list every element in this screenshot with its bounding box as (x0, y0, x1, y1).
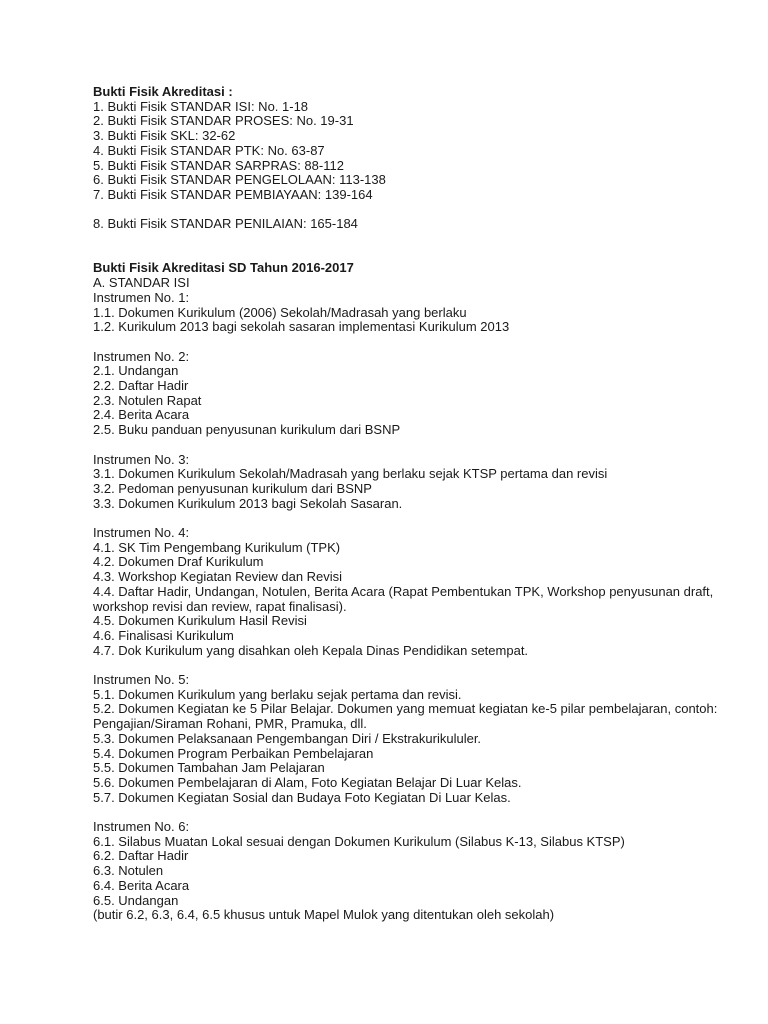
document-page (93, 85, 753, 923)
summary-item: 4. Bukti Fisik STANDAR PTK: No. 63-87 (93, 142, 325, 158)
instrumen-item: 2.4. Berita Acara (93, 407, 190, 423)
summary-item: 7. Bukti Fisik STANDAR PEMBIAYAAN: 139-164 (93, 186, 373, 202)
instrumen-item: 4.6. Finalisasi Kurikulum (93, 627, 234, 643)
summary-item: 1. Bukti Fisik STANDAR ISI: No. 1-18 (93, 98, 309, 114)
instrumen-item: 6.2. Daftar Hadir (93, 848, 189, 864)
instrumen-item: 5.6. Dokumen Pembelajaran di Alam, Foto Kegiatan Belajar Di Luar Kelas. (93, 774, 522, 790)
instrumen-item: 2.1. Undangan (93, 363, 179, 379)
summary-item: 3. Bukti Fisik SKL: 32-62 (93, 128, 236, 144)
instrumen-item: 4.2. Dokumen Draf Kurikulum (93, 554, 264, 570)
summary-item: 8. Bukti Fisik STANDAR PENILAIAN: 165-184 (93, 216, 358, 232)
instrumen-item: 2.2. Daftar Hadir (93, 378, 189, 394)
instrumen-item: 3.1. Dokumen Kurikulum Sekolah/Madrasah yang berlaku sejak KTSP pertama dan revisi (93, 466, 608, 482)
instrumen-item: 2.5. Buku panduan penyusunan kurikulum dari BSNP (93, 422, 401, 438)
instrumen-item: 5.7. Dokumen Kegiatan Sosial dan Budaya Foto Kegiatan Di Luar Kelas. (93, 789, 511, 805)
instrumen-item: 5.1. Dokumen Kurikulum yang berlaku sejak pertama dan revisi. (93, 686, 462, 702)
instrumen-label: Instrumen No. 2: (93, 348, 190, 364)
instrumen-item: 6.3. Notulen (93, 863, 164, 879)
instrumen-item: 6.1. Silabus Muatan Lokal sesuai dengan Dokumen Kurikulum (Silabus K-13, Silabus KTSP) (93, 833, 625, 849)
instrumen-label: Instrumen No. 3: (93, 451, 190, 467)
section-heading: A. STANDAR ISI (93, 275, 190, 291)
instrumen-item: 2.3. Notulen Rapat (93, 392, 202, 408)
detail-title: Bukti Fisik Akreditasi SD Tahun 2016-2017 (93, 260, 354, 276)
instrumen-label: Instrumen No. 1: (93, 289, 190, 305)
instrumen-item: 1.2. Kurikulum 2013 bagi sekolah sasaran implementasi Kurikulum 2013 (93, 319, 510, 335)
instrumen-item: 3.2. Pedoman penyusunan kurikulum dari BSNP (93, 480, 372, 496)
instrumen-item: 4.1. SK Tim Pengembang Kurikulum (TPK) (93, 539, 341, 555)
summary-item: 2. Bukti Fisik STANDAR PROSES: No. 19-31 (93, 113, 354, 129)
instrumen-item: 5.5. Dokumen Tambahan Jam Pelajaran (93, 760, 325, 776)
instrumen-item: 6.4. Berita Acara (93, 877, 190, 893)
instrumen-item: 5.4. Dokumen Program Perbaikan Pembelajaran (93, 745, 374, 761)
instrumen-item: 4.4. Daftar Hadir, Undangan, Notulen, Berita Acara (Rapat Pembentukan TPK, Workshop penyusunan draft, workshop revisi dan review, rapat finalisasi). (93, 583, 714, 614)
instrumen-note: (butir 6.2, 6.3, 6.4, 6.5 khusus untuk Mapel Mulok yang ditentukan oleh sekolah) (93, 907, 555, 923)
summary-item: 6. Bukti Fisik STANDAR PENGELOLAAN: 113-138 (93, 172, 386, 188)
summary-item: 5. Bukti Fisik STANDAR SARPRAS: 88-112 (93, 157, 344, 173)
instrumen-item: 4.3. Workshop Kegiatan Review dan Revisi (93, 569, 343, 585)
instrumen-item: 5.2. Dokumen Kegiatan ke 5 Pilar Belajar. Dokumen yang memuat kegiatan ke-5 pilar pembelajaran, contoh: Pengajian/Siraman Rohani, PMR, Pramuka, dll. (93, 701, 718, 732)
instrumen-item: 5.3. Dokumen Pelaksanaan Pengembangan Diri / Ekstrakurikululer. (93, 730, 482, 746)
instrumen-item: 4.5. Dokumen Kurikulum Hasil Revisi (93, 613, 307, 629)
instrumen-item: 6.5. Undangan (93, 892, 179, 908)
instrumen-item: 1.1. Dokumen Kurikulum (2006) Sekolah/Madrasah yang berlaku (93, 304, 467, 320)
instrumen-item: 3.3. Dokumen Kurikulum 2013 bagi Sekolah Sasaran. (93, 495, 403, 511)
instrumen-label: Instrumen No. 4: (93, 525, 190, 541)
summary-title: Bukti Fisik Akreditasi : (93, 84, 233, 99)
instrumen-label: Instrumen No. 6: (93, 819, 190, 835)
instrumen-item: 4.7. Dok Kurikulum yang disahkan oleh Kepala Dinas Pendidikan setempat. (93, 642, 529, 658)
instrumen-label: Instrumen No. 5: (93, 672, 190, 688)
